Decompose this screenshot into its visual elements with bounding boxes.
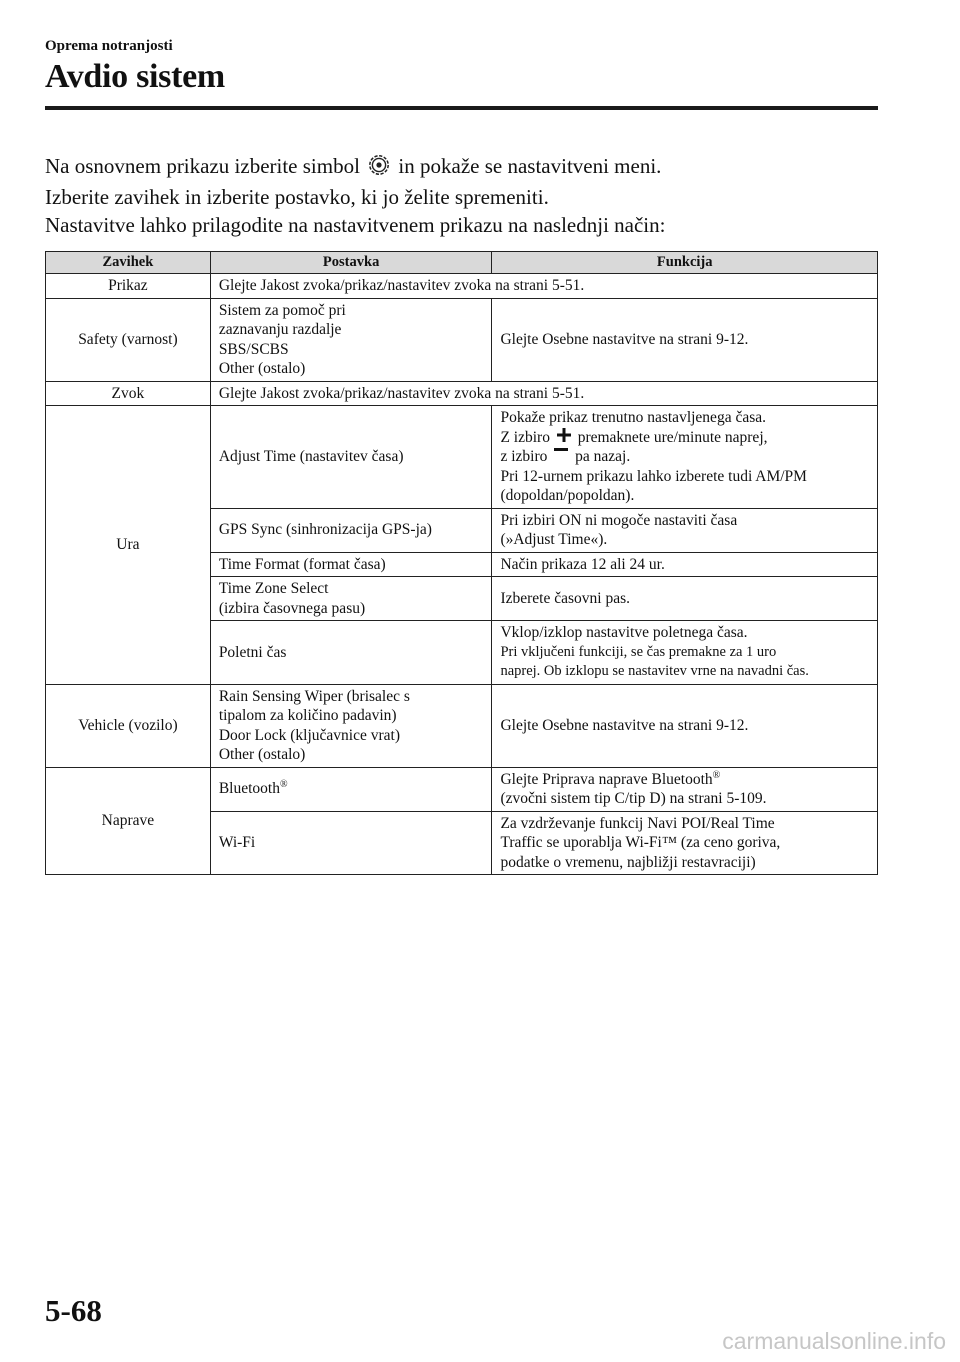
page-number: 5-68 xyxy=(45,1293,102,1328)
row-bluetooth xyxy=(46,767,878,811)
adjust-time-plus-after: premaknete ure/minute naprej, xyxy=(577,428,768,446)
item-time-zone xyxy=(210,577,492,621)
bluetooth-line xyxy=(500,770,869,790)
tab-prikaz: Prikaz xyxy=(46,274,211,299)
tab-safety: Safety (varnost) xyxy=(46,298,211,381)
gps-sync-line: (»Adjust Time«). xyxy=(500,531,608,548)
item-wifi: Wi-Fi xyxy=(210,811,492,875)
tab-ura: Ura xyxy=(46,406,211,685)
adjust-time-minus-before: z izbiro xyxy=(500,448,548,465)
table-header-row xyxy=(46,252,878,274)
wifi-line: podatke o vremenu, najbližji restavraciji) xyxy=(500,853,756,871)
header-postavka: Postavka xyxy=(210,252,492,274)
time-zone-function: Izberete časovni pas. xyxy=(492,577,878,621)
intro-line-1-end: in pokaže se nastavitveni meni. xyxy=(398,154,662,178)
tab-naprave: Naprave xyxy=(46,767,211,875)
safety-item-line: SBS/SCBS xyxy=(218,340,289,358)
item-bluetooth xyxy=(210,767,492,811)
prikaz-function: Glejte Jakost zvoka/prikaz/nastavitev zvoka na strani 5-51. xyxy=(210,274,877,299)
vehicle-item-line: Door Lock (ključavnice vrat) xyxy=(218,726,400,744)
wifi-line: Za vzdrževanje funkcij Navi POI/Real Time xyxy=(500,814,775,832)
time-zone-line: Time Zone Select xyxy=(218,580,329,597)
poletni-cas-function xyxy=(492,621,878,685)
intro-line-1-start: Na osnovnem prikazu izberite simbol xyxy=(45,154,360,178)
adjust-time-minus-after: pa nazaj. xyxy=(575,448,631,465)
safety-item-line: Other (ostalo) xyxy=(218,360,306,377)
safety-items xyxy=(210,298,492,381)
row-prikaz xyxy=(46,274,878,299)
safety-item-line: zaznavanju razdalje xyxy=(218,321,342,338)
row-vehicle xyxy=(46,684,878,767)
intro-line-1 xyxy=(45,152,665,183)
footer-brand: carmanualsonline.info xyxy=(722,1328,946,1354)
vehicle-item-line: Other (ostalo) xyxy=(218,746,306,763)
header-zavihek: Zavihek xyxy=(46,252,211,274)
poletni-line: Pri vključeni funkciji, se čas premakne za 1 uro xyxy=(500,643,777,660)
section-label: Oprema notranjosti xyxy=(45,38,173,54)
tab-vehicle: Vehicle (vozilo) xyxy=(46,684,211,767)
vehicle-function: Glejte Osebne nastavitve na strani 9-12. xyxy=(492,684,878,767)
wifi-line: Traffic se uporablja Wi-Fi™ (za ceno goriva, xyxy=(500,834,781,851)
intro-line-2: Izberite zavihek in izberite postavko, ki jo želite spremeniti. xyxy=(45,185,549,209)
gps-sync-function xyxy=(492,508,878,552)
registered-mark: ® xyxy=(712,769,721,781)
page-title: Avdio sistem xyxy=(45,58,225,95)
intro-line-3: Nastavitve lahko prilagodite na nastavitvenem prikazu na naslednji način: xyxy=(45,213,666,237)
header-funkcija: Funkcija xyxy=(492,252,878,274)
adjust-time-line xyxy=(500,447,869,467)
registered-mark: ® xyxy=(279,779,288,791)
vehicle-item-line: Rain Sensing Wiper (brisalec s xyxy=(218,687,410,705)
safety-function: Glejte Osebne nastavitve na strani 9-12. xyxy=(492,298,878,381)
plus-icon xyxy=(557,428,571,448)
item-adjust-time: Adjust Time (nastavitev časa) xyxy=(210,406,492,509)
minus-icon xyxy=(554,447,568,467)
item-gps-sync: GPS Sync (sinhronizacija GPS-ja) xyxy=(210,508,492,552)
poletni-line: naprej. Ob izklopu se nastavitev vrne na navadni čas. xyxy=(500,663,809,679)
vehicle-items xyxy=(210,684,492,767)
zvok-function: Glejte Jakost zvoka/prikaz/nastavitev zvoka na strani 5-51. xyxy=(210,381,877,406)
adjust-time-line xyxy=(500,428,869,448)
bluetooth-function xyxy=(492,767,878,811)
item-time-format: Time Format (format časa) xyxy=(210,552,492,577)
title-rule xyxy=(45,106,878,110)
time-format-function: Način prikaza 12 ali 24 ur. xyxy=(492,552,878,577)
settings-table xyxy=(45,251,878,875)
wifi-function xyxy=(492,811,878,875)
adjust-time-function xyxy=(492,406,878,509)
vehicle-item-line: tipalom za količino padavin) xyxy=(218,707,397,724)
row-adjust-time xyxy=(46,406,878,509)
adjust-time-line: (dopoldan/popoldan). xyxy=(500,487,635,504)
time-zone-line: (izbira časovnega pasu) xyxy=(218,599,366,617)
settings-gear-icon xyxy=(368,154,390,183)
row-zvok xyxy=(46,381,878,406)
adjust-time-line: Pokaže prikaz trenutno nastavljenega časa. xyxy=(500,409,766,426)
bluetooth-function-text: Glejte Priprava naprave Bluetooth xyxy=(500,770,713,788)
item-poletni-cas: Poletni čas xyxy=(210,621,492,685)
bluetooth-label: Bluetooth xyxy=(218,780,280,798)
row-safety xyxy=(46,298,878,381)
adjust-time-line: Pri 12-urnem prikazu lahko izberete tudi AM/PM xyxy=(500,467,807,485)
safety-item-line: Sistem za pomoč pri xyxy=(218,301,346,319)
intro-text xyxy=(45,152,665,239)
gps-sync-line: Pri izbiri ON ni mogoče nastaviti časa xyxy=(500,511,738,529)
bluetooth-line: (zvočni sistem tip C/tip D) na strani 5-109. xyxy=(500,790,767,807)
adjust-time-plus-before: Z izbiro xyxy=(500,428,550,446)
poletni-line: Vklop/izklop nastavitve poletnega časa. xyxy=(500,624,748,641)
tab-zvok: Zvok xyxy=(46,381,211,406)
